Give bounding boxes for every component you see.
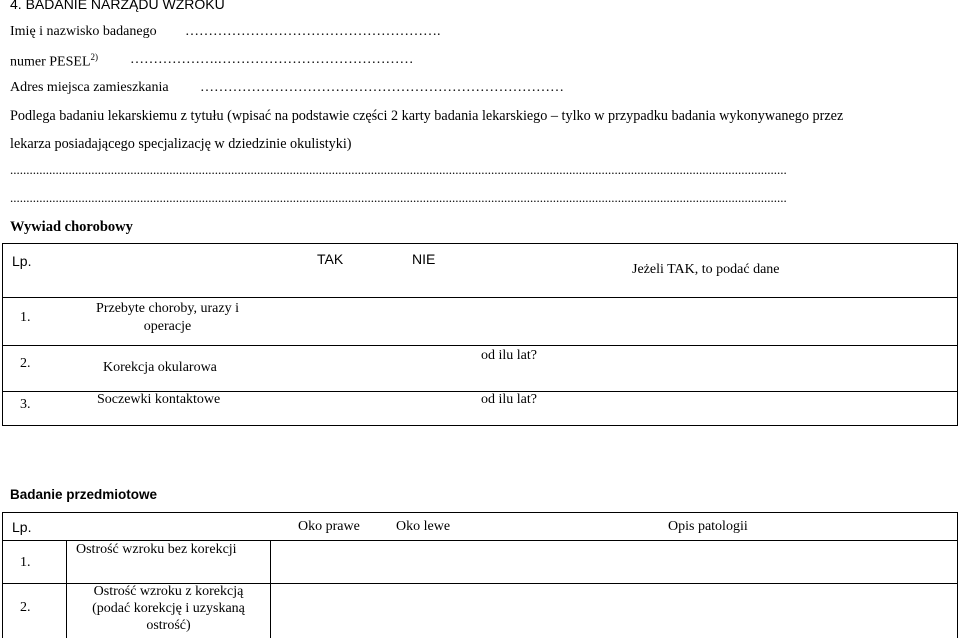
exam-row-2-label-line3: ostrość) (146, 618, 191, 633)
dotted-input-line-2[interactable]: ............................................................................................................................................................................................................................................... (10, 190, 787, 205)
exam-row-1-label: Ostrość wzroku bez korekcji (76, 542, 237, 557)
exam-row-2-pathology-cell[interactable] (490, 584, 950, 636)
exam-header-right-eye: Oko prawe (298, 519, 360, 534)
history-row-3-label: Soczewki kontaktowe (97, 392, 221, 407)
pesel-label-text: numer PESEL (10, 54, 91, 70)
history-row-1-label-line1: Przebyte choroby, urazy i (96, 301, 239, 316)
exam-row-2-label-line2: (podać korekcję i uzyskaną (92, 601, 245, 616)
history-row-1-num: 1. (20, 310, 31, 325)
exam-row-2-right-eye-cell[interactable] (272, 584, 382, 636)
history-row-1-label-line2: operacje (143, 319, 192, 334)
history-row-1-nie-cell[interactable] (395, 298, 475, 344)
pesel-label (10, 52, 98, 71)
pesel-field[interactable]: ……………….…………………………………… (130, 52, 414, 67)
exam-row-1-pathology-cell[interactable] (490, 541, 950, 582)
history-header-nie: NIE (412, 251, 436, 267)
history-title: Wywiad chorobowy (10, 219, 133, 235)
history-header-lp: Lp. (12, 253, 32, 269)
exam-header-pathology: Opis patologii (668, 519, 748, 534)
history-row-2-details[interactable]: od ilu lat? (481, 348, 537, 363)
history-row-2-nie-cell[interactable] (395, 346, 475, 390)
exam-row-1-num: 1. (20, 555, 31, 570)
exam-title: Badanie przedmiotowe (10, 487, 158, 502)
history-row-2-tak-cell[interactable] (300, 346, 380, 390)
name-field[interactable]: ………………………………………………. (185, 24, 441, 39)
pesel-footnote: 2) (90, 52, 98, 62)
address-field[interactable]: …………………………………………………………………… (200, 80, 564, 95)
history-row-1-tak-cell[interactable] (300, 298, 380, 344)
history-row-3-nie-cell[interactable] (395, 392, 475, 424)
exam-row-2-num: 2. (20, 600, 31, 615)
exam-row-2-left-eye-cell[interactable] (385, 584, 485, 636)
history-row-3-tak-cell[interactable] (300, 392, 380, 424)
exam-header-lp: Lp. (12, 519, 32, 535)
section-title: 4. BADANIE NARZĄDU WZROKU (10, 0, 225, 12)
exam-row-1-left-eye-cell[interactable] (385, 541, 485, 582)
dotted-input-line-1[interactable]: ............................................................................................................................................................................................................................................... (10, 162, 787, 177)
history-row-1-details-cell[interactable] (480, 298, 950, 344)
subject-text-line1: Podlega badaniu lekarskiemu z tytułu (wpisać na podstawie części 2 karty badania lekarskiego ‒ tylko w przypadku badania wykonywanego przez (10, 108, 844, 124)
history-header-details: Jeżeli TAK, to podać dane (632, 262, 780, 277)
name-label: Imię i nazwisko badanego (10, 24, 157, 39)
history-row-3-num: 3. (20, 397, 31, 412)
address-label: Adres miejsca zamieszkania (10, 80, 169, 95)
history-row-3-details[interactable]: od ilu lat? (481, 392, 537, 407)
exam-header-left-eye: Oko lewe (396, 519, 451, 534)
history-row-2-num: 2. (20, 356, 31, 371)
history-header-tak: TAK (317, 251, 344, 267)
subject-text-line2: lekarza posiadającego specjalizację w dziedzinie okulistyki) (10, 136, 352, 152)
history-row-1-label (80, 301, 255, 335)
history-row-2-label: Korekcja okularowa (103, 360, 217, 375)
exam-row-2-label-line1: Ostrość wzroku z korekcją (93, 584, 244, 599)
exam-row-2-label (67, 583, 270, 634)
exam-row-1-right-eye-cell[interactable] (272, 541, 382, 582)
